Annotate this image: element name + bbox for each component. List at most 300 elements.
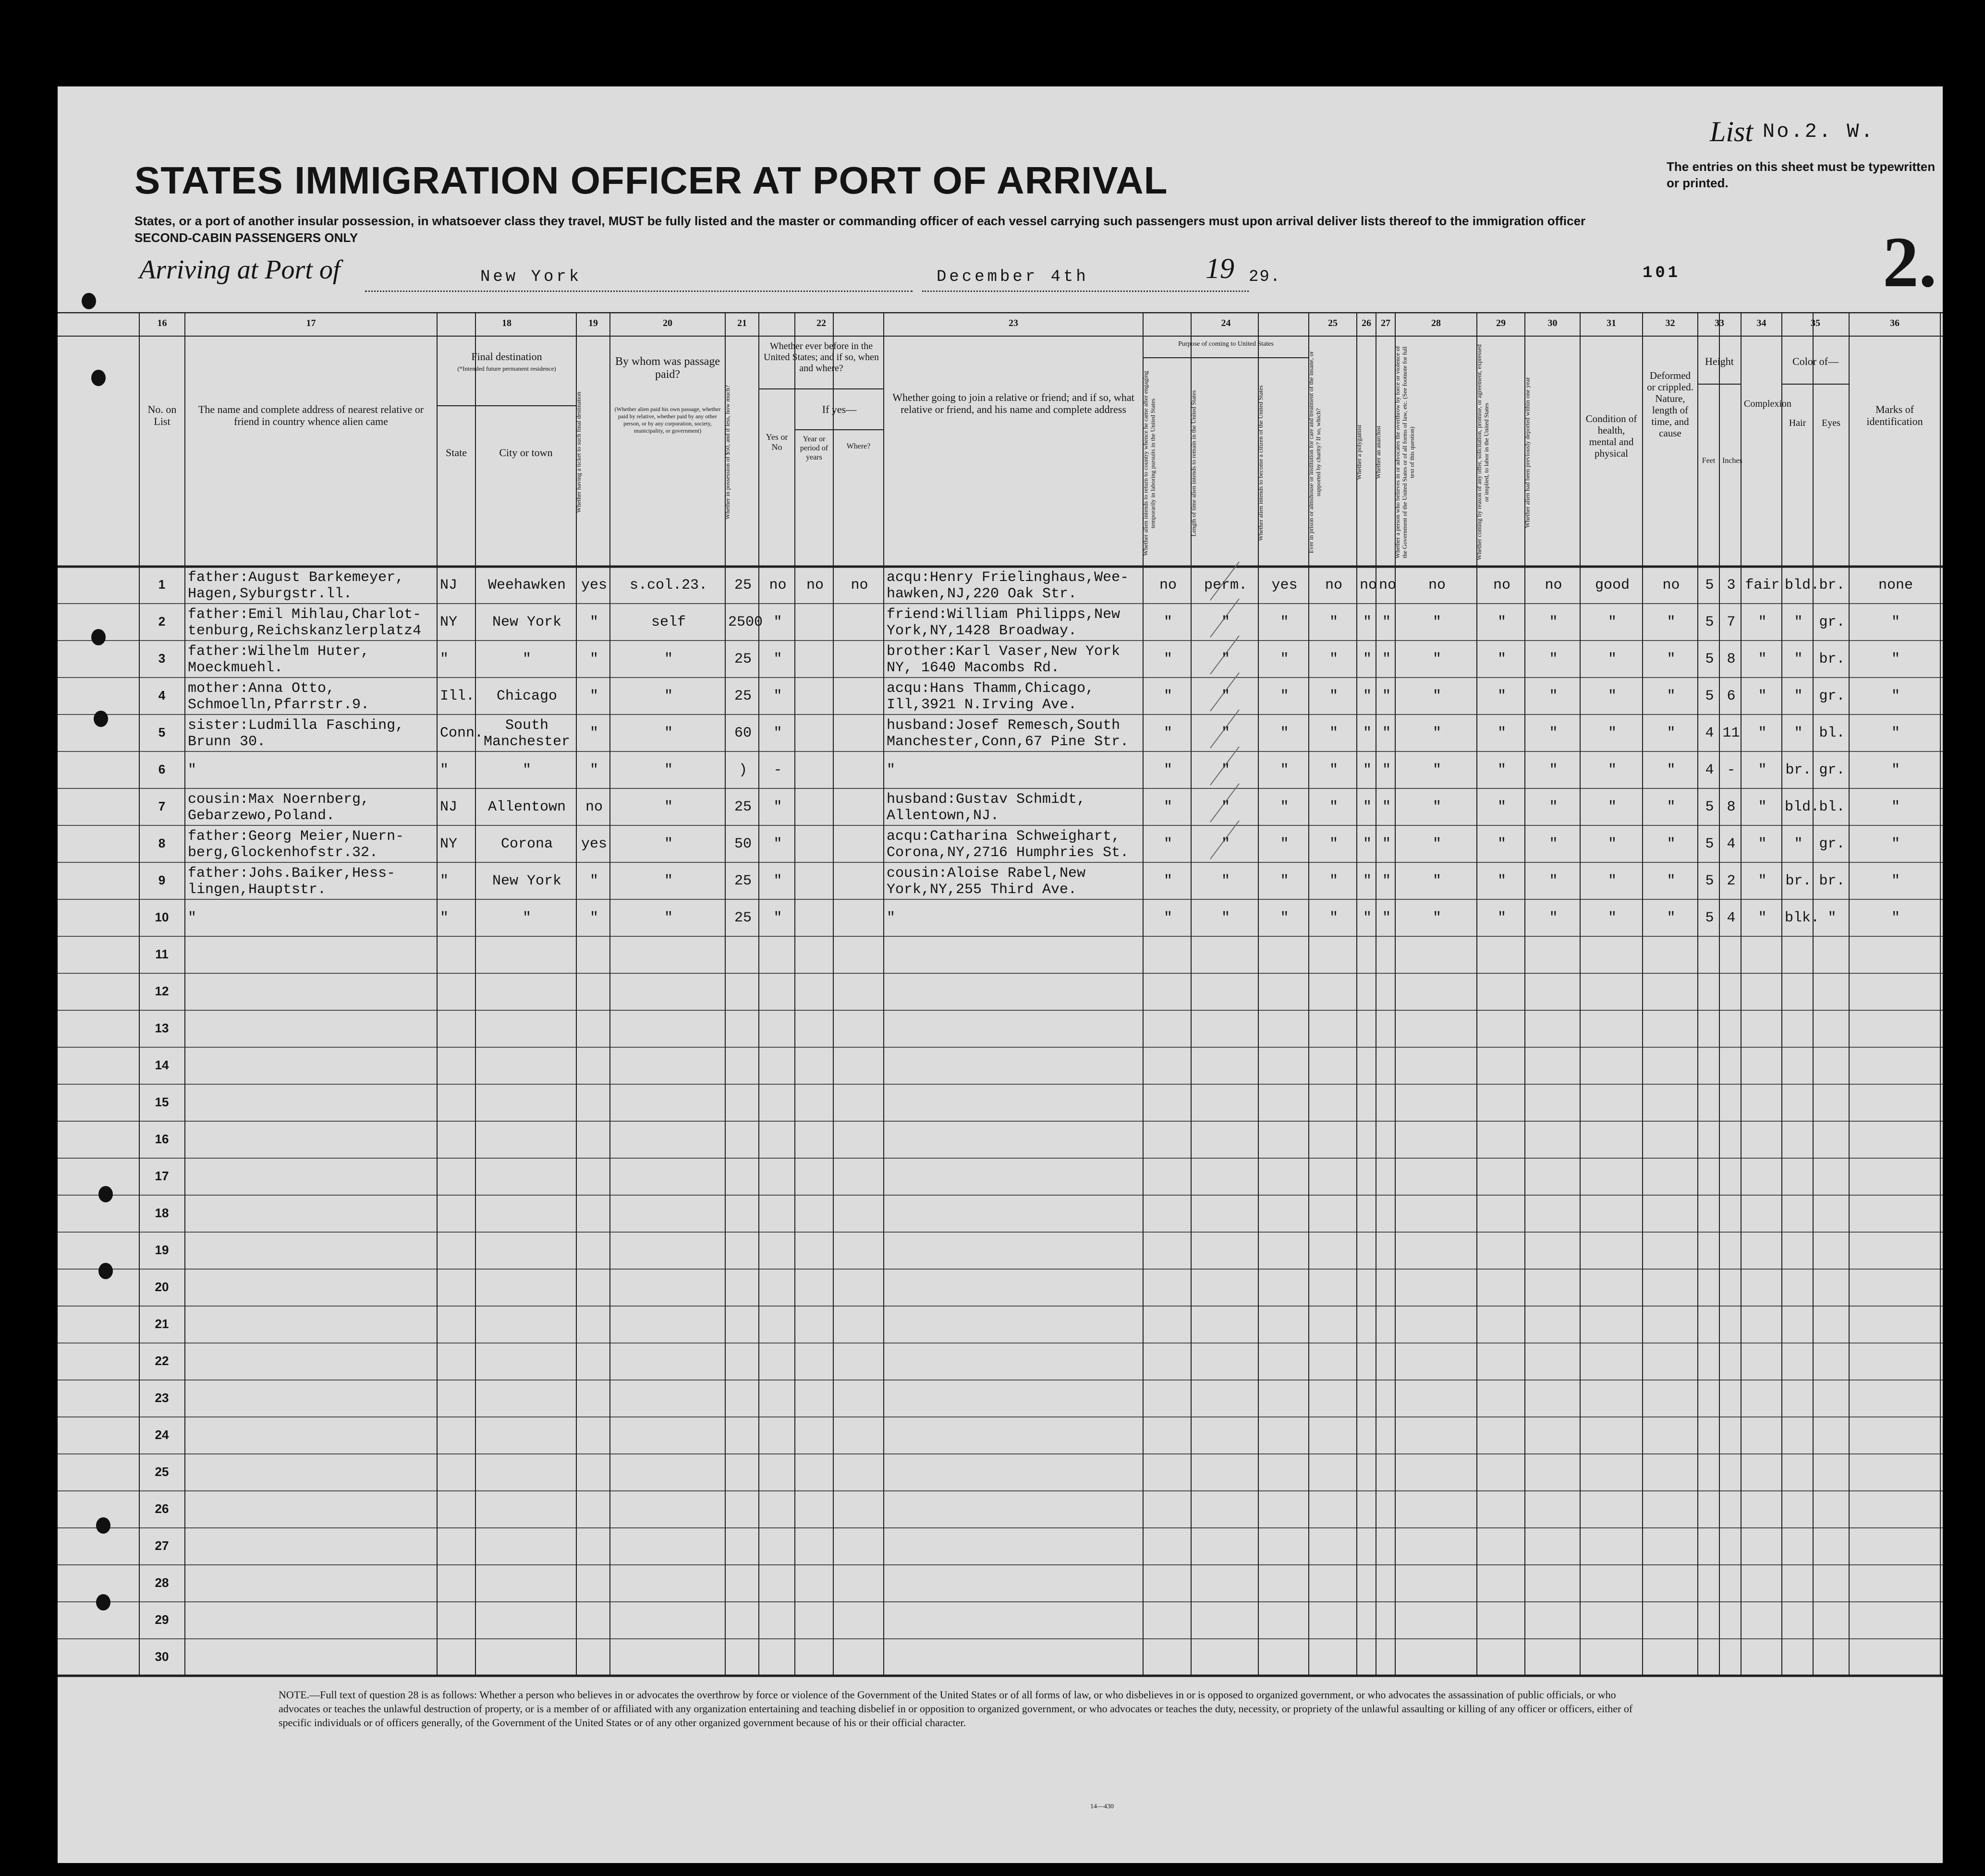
- row-number: 20: [155, 1280, 169, 1294]
- cell-marks: ": [1891, 688, 1900, 704]
- column-number: 16: [157, 318, 167, 328]
- cell-deported: ": [1549, 614, 1558, 630]
- header-inches: Inches: [1722, 457, 1742, 465]
- cell-prison: ": [1329, 762, 1338, 778]
- cell-overthrow: no: [1428, 577, 1446, 593]
- column-number: 22: [816, 318, 826, 328]
- list-label: List: [1710, 116, 1754, 147]
- row-number: 10: [155, 910, 169, 924]
- cell-complexion: ": [1758, 762, 1767, 778]
- cell-feet: 5: [1705, 799, 1714, 815]
- cell-state: ": [440, 762, 449, 778]
- cell-length-of-stay: ": [1221, 836, 1230, 852]
- cell-money: 25: [734, 799, 752, 815]
- cell-contract-labor: ": [1497, 836, 1506, 852]
- row-number: 27: [155, 1538, 169, 1553]
- row-number: 11: [155, 947, 169, 961]
- header-final-destination: Final destination: [471, 351, 542, 363]
- cell-eyes: gr.: [1819, 836, 1845, 852]
- cell-feet: 5: [1705, 910, 1714, 926]
- cell-deformed: ": [1667, 762, 1676, 778]
- cell-hair: br.: [1785, 873, 1812, 889]
- cell-city: Allentown: [487, 799, 566, 815]
- cell-prison: ": [1329, 725, 1338, 741]
- cell-nearest-relative: father:August Barkemeyer, Hagen,Syburgstr.ll.: [188, 569, 404, 602]
- cell-deported: ": [1549, 762, 1558, 778]
- cell-prison: ": [1329, 614, 1338, 630]
- cell-join-relative: friend:William Philipps,New York,NY,1428 Broadway.: [887, 606, 1120, 639]
- header-year: Year or period of years: [800, 435, 828, 461]
- cell-health: ": [1607, 799, 1617, 815]
- row-number: 28: [155, 1575, 169, 1590]
- cell-citizenship: ": [1280, 762, 1289, 778]
- cell-marks: ": [1891, 799, 1900, 815]
- cell-passage-paid: ": [664, 799, 673, 815]
- cell-complexion: ": [1758, 614, 1767, 630]
- header-list-number: No. on List: [147, 403, 177, 427]
- cell-passage-paid: ": [664, 910, 673, 926]
- column-number: 21: [737, 318, 747, 328]
- cell-money: 25: [734, 873, 752, 889]
- cell-ticket: ": [589, 614, 598, 630]
- cell-intends-return: ": [1163, 651, 1172, 667]
- cell-ticket: ": [589, 762, 598, 778]
- punch-hole: [94, 711, 108, 727]
- cell-citizenship: ": [1280, 651, 1289, 667]
- column-number: 26: [1362, 318, 1371, 328]
- header-ticket: Whether having a ticket to such final destination: [575, 391, 582, 513]
- cell-money: 50: [734, 836, 752, 852]
- cell-ticket: ": [589, 725, 598, 741]
- column-number: 17: [306, 318, 316, 328]
- header-hair: Hair: [1789, 418, 1806, 428]
- cell-join-relative: brother:Karl Vaser,New York NY, 1640 Macombs Rd.: [887, 643, 1120, 676]
- row-number: 30: [155, 1649, 169, 1664]
- cell-passage-paid: ": [664, 836, 673, 852]
- cell-overthrow: ": [1432, 762, 1441, 778]
- cell-inches: 4: [1727, 836, 1736, 852]
- cell-nearest-relative: ": [188, 910, 197, 926]
- header-complexion: Complexion: [1744, 399, 1791, 409]
- cell-contract-labor: ": [1497, 762, 1506, 778]
- cell-prison: ": [1329, 836, 1338, 852]
- header-passage-paid: By whom was passage paid?: [615, 355, 720, 381]
- cell-complexion: ": [1758, 688, 1767, 704]
- cell-before-in-us: ": [773, 799, 782, 815]
- cell-nearest-relative: father:Johs.Baiker,Hess- lingen,Hauptstr.: [188, 865, 396, 898]
- cell-anarchist: ": [1382, 651, 1391, 667]
- cell-deformed: ": [1667, 725, 1676, 741]
- cell-state: ": [440, 873, 449, 889]
- cell-money: 25: [734, 688, 752, 704]
- cell-polygamist: ": [1363, 762, 1372, 778]
- cell-polygamist: ": [1363, 651, 1372, 667]
- header-yes-no: Yes or No: [766, 432, 788, 452]
- row-number: 12: [155, 984, 169, 998]
- cell-health: ": [1607, 910, 1617, 926]
- header-city: City or town: [499, 447, 553, 459]
- cell-ticket: yes: [581, 836, 607, 852]
- cell-marks: none: [1878, 577, 1913, 593]
- cell-feet: 5: [1705, 651, 1714, 667]
- date-line: [922, 290, 1249, 292]
- cell-feet: 5: [1705, 836, 1714, 852]
- header-length-of-stay: Length of time alien intends to remain in the United States: [1190, 390, 1197, 536]
- page-title: STATES IMMIGRATION OFFICER AT PORT OF ARRIVAL: [134, 159, 1168, 202]
- cell-join-relative: acqu:Catharina Schweighart, Corona,NY,2716 Humphries St.: [887, 828, 1129, 861]
- cell-intends-return: ": [1163, 910, 1172, 926]
- cell-intends-return: no: [1159, 577, 1177, 593]
- cell-money: 25: [734, 910, 752, 926]
- punch-hole: [82, 293, 96, 309]
- header-if-yes: If yes—: [822, 403, 857, 415]
- cell-eyes: gr.: [1819, 614, 1845, 630]
- cell-join-relative: acqu:Hans Thamm,Chicago, Ill,3921 N.Irving Ave.: [887, 680, 1095, 713]
- cell-city: New York: [492, 614, 562, 630]
- cell-state: Ill.: [440, 688, 475, 704]
- column-number: 20: [663, 318, 672, 328]
- column-number: 23: [1009, 318, 1018, 328]
- cell-feet: 4: [1705, 762, 1714, 778]
- column-number: 18: [502, 318, 511, 328]
- header-color-of: Color of—: [1792, 355, 1839, 367]
- row-number: 21: [155, 1317, 169, 1331]
- cell-complexion: ": [1758, 910, 1767, 926]
- cell-intends-return: ": [1163, 873, 1172, 889]
- cell-length-of-stay: ": [1221, 762, 1230, 778]
- cell-anarchist: ": [1382, 725, 1391, 741]
- cell-hair: bld.: [1785, 577, 1820, 593]
- cell-state: ": [440, 910, 449, 926]
- row-number: 18: [155, 1206, 169, 1220]
- year-suffix: 29.: [1249, 268, 1281, 286]
- cell-eyes: br.: [1819, 577, 1845, 593]
- cell-intends-return: ": [1163, 836, 1172, 852]
- row-number: 9: [158, 873, 166, 887]
- row-number: 8: [158, 836, 166, 850]
- cell-contract-labor: ": [1497, 614, 1506, 630]
- footnote-question-28: NOTE.—Full text of question 28 is as follows: Whether a person who believes in or advocates the overthrow by force or violence of the Government of the United States or of all forms of law, or who disbelieves in or is opposed to organized government, or who advocates the assassination of public officials, or who advocates or teaches the unlawful destruction of property, or is a member of or affiliated with any organization entertaining and teaching disbelief in or opposition to organized government, or who advocates or teaches the duty, necessity, or propriety of the unlawful assaulting or killing of any officer or officers, either of specific individuals or of officers generally, of the Government of the United States or of any other organized government because of his or their official character.: [279, 1689, 1633, 1729]
- cell-citizenship: ": [1280, 688, 1289, 704]
- cell-feet: 5: [1705, 873, 1714, 889]
- cell-join-relative: ": [887, 910, 896, 926]
- punch-hole: [91, 629, 106, 645]
- cell-join-relative: husband:Josef Remesch,South Manchester,Conn,67 Pine Str.: [887, 717, 1129, 750]
- cell-money: ): [738, 762, 747, 778]
- cell-complexion: ": [1758, 873, 1767, 889]
- cell-citizenship: ": [1280, 799, 1289, 815]
- cell-inches: 11: [1722, 725, 1740, 741]
- column-number: 32: [1665, 318, 1675, 328]
- column-number: 34: [1756, 318, 1766, 328]
- header-anarchist: Whether an anarchist: [1375, 425, 1382, 479]
- cell-marks: ": [1891, 762, 1900, 778]
- cell-anarchist: ": [1382, 614, 1391, 630]
- cell-year: no: [806, 577, 824, 593]
- cell-marks: ": [1891, 651, 1900, 667]
- cell-passage-paid: s.col.23.: [629, 577, 708, 593]
- row-number: 23: [155, 1391, 169, 1405]
- subtitle-class: SECOND-CABIN PASSENGERS ONLY: [134, 230, 358, 245]
- cell-contract-labor: ": [1497, 873, 1506, 889]
- cell-deported: ": [1549, 873, 1558, 889]
- cell-state: NY: [440, 614, 458, 630]
- header-before-in-us: Whether ever before in the United States; and if so, when and where?: [764, 341, 879, 374]
- cell-passage-paid: ": [664, 651, 673, 667]
- punch-hole: [98, 1186, 113, 1202]
- cell-feet: 5: [1705, 688, 1714, 704]
- header-height: Height: [1705, 355, 1734, 367]
- cell-eyes: gr.: [1819, 762, 1845, 778]
- cell-contract-labor: ": [1497, 651, 1506, 667]
- cell-overthrow: ": [1432, 688, 1441, 704]
- column-number: 27: [1381, 318, 1390, 328]
- cell-contract-labor: ": [1497, 799, 1506, 815]
- cell-contract-labor: ": [1497, 688, 1506, 704]
- row-number: 14: [155, 1058, 169, 1072]
- form-number: 14—430: [1090, 1803, 1114, 1810]
- cell-intends-return: ": [1163, 725, 1172, 741]
- cell-state: NY: [440, 836, 458, 852]
- row-number: 3: [158, 651, 166, 666]
- cell-before-in-us: ": [773, 651, 782, 667]
- cell-where: no: [851, 577, 868, 593]
- cell-nearest-relative: father:Georg Meier,Nuern- berg,Glockenhofstr.32.: [188, 828, 404, 861]
- cell-eyes: br.: [1819, 873, 1845, 889]
- cell-join-relative: acqu:Henry Frielinghaus,Wee- hawken,NJ,220 Oak Str.: [887, 569, 1129, 602]
- row-number: 2: [158, 614, 166, 629]
- cell-money: 25: [734, 577, 752, 593]
- cell-deformed: no: [1662, 577, 1680, 593]
- cell-state: Conn.: [440, 725, 484, 741]
- cell-overthrow: ": [1432, 725, 1441, 741]
- header-passage-note: (Whether alien paid his own passage, whether paid by relative, whether paid by any other person, or by any corporation, society, municipality, or government): [614, 406, 721, 434]
- row-number: 13: [155, 1021, 169, 1035]
- cell-deformed: ": [1667, 688, 1676, 704]
- cell-complexion: ": [1758, 799, 1767, 815]
- cell-marks: ": [1891, 910, 1900, 926]
- row-number: 6: [158, 762, 166, 776]
- cell-contract-labor: no: [1493, 577, 1510, 593]
- cell-inches: 7: [1727, 614, 1736, 630]
- cell-inches: -: [1727, 762, 1736, 778]
- year-prefix: 19: [1206, 253, 1234, 284]
- cell-inches: 4: [1727, 910, 1736, 926]
- cell-polygamist: no: [1360, 577, 1377, 593]
- cell-nearest-relative: mother:Anna Otto, Schmoelln,Pfarrstr.9.: [188, 680, 370, 713]
- cell-marks: ": [1891, 873, 1900, 889]
- cell-health: good: [1595, 577, 1630, 593]
- cell-prison: ": [1329, 873, 1338, 889]
- cell-marks: ": [1891, 614, 1900, 630]
- cell-complexion: fair: [1745, 577, 1780, 593]
- cell-complexion: ": [1758, 836, 1767, 852]
- cell-length-of-stay: ": [1221, 651, 1230, 667]
- cell-hair: br.: [1785, 762, 1812, 778]
- header-citizenship: Whether alien intends to become a citizen of the United States: [1257, 385, 1264, 541]
- cell-before-in-us: -: [773, 762, 782, 778]
- cell-citizenship: ": [1280, 910, 1289, 926]
- cell-inches: 2: [1727, 873, 1736, 889]
- cell-contract-labor: ": [1497, 910, 1506, 926]
- cell-before-in-us: ": [773, 873, 782, 889]
- cell-hair: bld.: [1785, 799, 1820, 815]
- cell-deformed: ": [1667, 799, 1676, 815]
- cell-anarchist: ": [1382, 836, 1391, 852]
- cell-overthrow: ": [1432, 873, 1441, 889]
- cell-contract-labor: ": [1497, 725, 1506, 741]
- cell-deported: ": [1549, 799, 1558, 815]
- cell-passage-paid: self: [651, 614, 686, 630]
- cell-hair: ": [1794, 651, 1803, 667]
- punch-hole: [96, 1594, 110, 1610]
- cell-polygamist: ": [1363, 799, 1372, 815]
- row-number: 5: [158, 725, 166, 739]
- row-number: 4: [158, 688, 166, 702]
- cell-health: ": [1607, 725, 1617, 741]
- cell-feet: 5: [1705, 614, 1714, 630]
- cell-before-in-us: ": [773, 910, 782, 926]
- cell-eyes: gr.: [1819, 688, 1845, 704]
- cell-ticket: ": [589, 651, 598, 667]
- cell-overthrow: ": [1432, 799, 1441, 815]
- cell-health: ": [1607, 836, 1617, 852]
- manifest-grid: [58, 312, 1943, 1748]
- cell-prison: ": [1329, 651, 1338, 667]
- cell-deformed: ": [1667, 873, 1676, 889]
- row-number: 19: [155, 1243, 169, 1257]
- cell-length-of-stay: ": [1221, 614, 1230, 630]
- cell-anarchist: ": [1382, 688, 1391, 704]
- punch-hole: [96, 1517, 110, 1534]
- cell-money: 25: [734, 651, 752, 667]
- cell-deformed: ": [1667, 614, 1676, 630]
- cell-hair: ": [1794, 725, 1803, 741]
- cell-anarchist: no: [1379, 577, 1397, 593]
- cell-prison: ": [1329, 799, 1338, 815]
- cell-deported: no: [1545, 577, 1562, 593]
- cell-state: ": [440, 651, 449, 667]
- cell-city: South Manchester: [483, 717, 571, 750]
- cell-health: ": [1607, 614, 1617, 630]
- row-number: 29: [155, 1612, 169, 1627]
- cell-inches: 3: [1727, 577, 1736, 593]
- cell-passage-paid: ": [664, 873, 673, 889]
- cell-citizenship: ": [1280, 614, 1289, 630]
- header-join-relative: Whether going to join a relative or friend; and if so, what relative or friend, and his name and complete address: [892, 391, 1134, 415]
- cell-before-in-us: ": [773, 614, 782, 630]
- row-number: 7: [158, 799, 166, 813]
- row-number: 17: [155, 1169, 169, 1183]
- cell-passage-paid: ": [664, 762, 673, 778]
- header-deported: Whether alien had been previously deported within one year: [1523, 376, 1531, 528]
- header-destination-note: (*Intended future permanent residence): [457, 365, 556, 372]
- header-where: Where?: [846, 442, 871, 450]
- cell-before-in-us: ": [773, 688, 782, 704]
- cell-polygamist: ": [1363, 688, 1372, 704]
- cell-feet: 5: [1705, 577, 1714, 593]
- cell-health: ": [1607, 873, 1617, 889]
- cell-join-relative: cousin:Aloise Rabel,New York,NY,255 Third Ave.: [887, 865, 1086, 898]
- port-line: [365, 290, 913, 292]
- cell-citizenship: ": [1280, 873, 1289, 889]
- column-number: 33: [1715, 318, 1724, 328]
- cell-deformed: ": [1667, 651, 1676, 667]
- cell-length-of-stay: ": [1221, 910, 1230, 926]
- row-number: 22: [155, 1354, 169, 1368]
- cell-overthrow: ": [1432, 910, 1441, 926]
- cell-city: Weehawken: [487, 577, 566, 593]
- cell-before-in-us: ": [773, 836, 782, 852]
- cell-deported: ": [1549, 836, 1558, 852]
- cell-intends-return: ": [1163, 688, 1172, 704]
- column-number: 35: [1811, 318, 1820, 328]
- cell-overthrow: ": [1432, 614, 1441, 630]
- cell-length-of-stay: ": [1221, 873, 1230, 889]
- header-money: Whether in possession of $50, and if less, how much?: [724, 385, 731, 520]
- row-number: 16: [155, 1132, 169, 1146]
- sheet-number: 101: [1643, 264, 1681, 282]
- column-number: 31: [1607, 318, 1616, 328]
- cell-money: 2500: [728, 614, 763, 630]
- cell-length-of-stay: ": [1221, 799, 1230, 815]
- column-number: 30: [1547, 318, 1558, 328]
- cell-marks: ": [1891, 725, 1900, 741]
- list-number: No.2. W.: [1763, 120, 1875, 143]
- row-number: 1: [158, 577, 166, 592]
- cell-ticket: ": [589, 873, 598, 889]
- cell-ticket: no: [585, 799, 603, 815]
- cell-inches: 8: [1727, 651, 1736, 667]
- cell-polygamist: ": [1363, 725, 1372, 741]
- cell-city: ": [522, 910, 531, 926]
- header-polygamist: Whether a polygamist: [1355, 424, 1363, 480]
- cell-state: NJ: [440, 577, 458, 593]
- header-health: Condition of health, mental and physical: [1585, 413, 1637, 459]
- cell-inches: 8: [1727, 799, 1736, 815]
- cell-anarchist: ": [1382, 799, 1391, 815]
- cell-inches: 6: [1727, 688, 1736, 704]
- header-deformed: Deformed or crippled. Nature, length of time, and cause: [1647, 370, 1693, 439]
- cell-polygamist: ": [1363, 910, 1372, 926]
- row-number: 26: [155, 1501, 169, 1516]
- cell-citizenship: ": [1280, 725, 1289, 741]
- cell-health: ": [1607, 688, 1617, 704]
- cell-length-of-stay: ": [1221, 725, 1230, 741]
- cell-complexion: ": [1758, 651, 1767, 667]
- cell-marks: ": [1891, 836, 1900, 852]
- cell-deported: ": [1549, 910, 1558, 926]
- cell-deported: ": [1549, 651, 1558, 667]
- port-value: New York: [480, 268, 582, 286]
- cell-length-of-stay: ": [1221, 688, 1230, 704]
- row-number: 24: [155, 1428, 169, 1442]
- page-mark: 2.: [1883, 222, 1937, 302]
- cell-citizenship: yes: [1271, 577, 1298, 593]
- column-number: 25: [1328, 318, 1338, 328]
- cell-prison: ": [1329, 688, 1338, 704]
- cell-hair: ": [1794, 614, 1803, 630]
- cell-eyes: ": [1827, 910, 1837, 926]
- cell-intends-return: ": [1163, 614, 1172, 630]
- cell-polygamist: ": [1363, 614, 1372, 630]
- cell-city: New York: [492, 873, 562, 889]
- column-number: 19: [588, 318, 598, 328]
- header-marks: Marks of identification: [1866, 403, 1923, 427]
- cell-polygamist: ": [1363, 836, 1372, 852]
- cell-nearest-relative: father:Wilhelm Huter, Moeckmuehl.: [188, 643, 370, 676]
- cell-city: ": [522, 762, 531, 778]
